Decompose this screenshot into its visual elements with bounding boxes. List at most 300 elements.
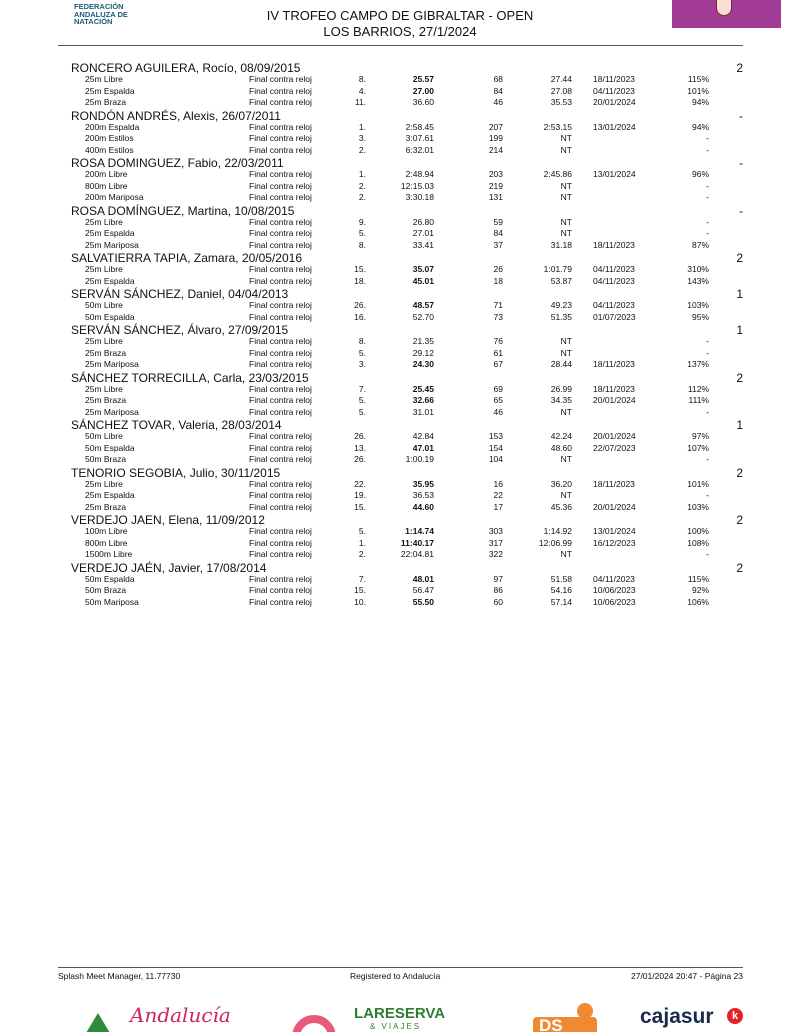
result-points: 17 <box>493 501 503 512</box>
result-place: 1. <box>358 121 366 132</box>
athlete-points: 1 <box>736 418 743 432</box>
result-place: 4. <box>358 85 366 96</box>
result-round: Final contra reloj <box>249 442 312 453</box>
result-round: Final contra reloj <box>249 180 312 191</box>
result-time: 33.41 <box>412 239 434 250</box>
result-entry-time: 51.35 <box>550 311 572 322</box>
result-time: 35.07 <box>412 264 434 274</box>
result-place: 5. <box>358 406 366 417</box>
footer-registered: Registered to Andalucía <box>350 971 441 981</box>
sponsor-lareserva-logo <box>292 1003 446 1032</box>
result-round: Final contra reloj <box>249 347 312 358</box>
result-time: 36.60 <box>412 97 434 107</box>
result-time: 47.01 <box>412 442 434 453</box>
result-row <box>0 490 800 501</box>
athlete-name: SALVATIERRA TAPIA, Zamara, 20/05/2016 <box>71 251 302 265</box>
result-time: 2:48.94 <box>405 169 434 179</box>
result-percentage: 95% <box>691 311 709 322</box>
result-points: 37 <box>493 239 503 250</box>
result-entry-time: 28.44 <box>550 359 572 369</box>
result-row <box>0 276 800 287</box>
result-percentage: 115% <box>687 74 709 84</box>
result-entry-time: NT <box>560 549 572 559</box>
result-percentage: 87% <box>691 239 709 250</box>
result-event: 25m Libre <box>85 74 123 84</box>
result-row <box>0 538 800 549</box>
result-entry-date: 04/11/2023 <box>593 275 635 286</box>
result-time: 2:58.45 <box>405 121 434 132</box>
result-entry-date: 04/11/2023 <box>593 573 635 584</box>
result-entry-date: 20/01/2024 <box>593 431 636 441</box>
result-percentage: 92% <box>691 585 709 595</box>
result-time: 44.60 <box>412 501 434 512</box>
result-time: 45.01 <box>412 275 434 286</box>
result-place: 15. <box>354 264 366 274</box>
result-round: Final contra reloj <box>249 300 312 310</box>
athlete-points: - <box>739 156 743 170</box>
result-time: 56.47 <box>412 585 434 595</box>
result-time: 27.01 <box>412 228 434 238</box>
result-event: 25m Libre <box>85 478 123 489</box>
result-entry-time: NT <box>560 216 572 227</box>
result-time: 32.66 <box>412 395 434 405</box>
result-entry-date: 01/07/2023 <box>593 311 636 322</box>
result-place: 7. <box>358 383 366 394</box>
result-entry-time: NT <box>560 454 572 464</box>
result-percentage: 97% <box>691 431 709 441</box>
result-row <box>0 585 800 596</box>
result-points: 84 <box>493 85 503 96</box>
result-round: Final contra reloj <box>249 454 312 464</box>
crest-shield-icon <box>716 0 732 16</box>
result-points: 322 <box>488 549 503 559</box>
result-event: 25m Libre <box>85 216 123 227</box>
result-percentage: - <box>706 454 709 464</box>
result-time: 3:30.18 <box>405 192 434 202</box>
result-place: 5. <box>358 526 366 536</box>
result-row <box>0 479 800 490</box>
result-points: 97 <box>493 573 503 584</box>
page-title <box>200 8 600 40</box>
result-round: Final contra reloj <box>249 228 312 238</box>
result-entry-date: 18/11/2023 <box>593 478 635 489</box>
sponsor-cajasur-text: cajasur <box>640 1005 714 1028</box>
result-time: 25.57 <box>412 74 434 84</box>
result-entry-time: NT <box>560 144 572 155</box>
result-row <box>0 181 800 192</box>
result-round: Final contra reloj <box>249 490 312 500</box>
result-points: 219 <box>488 180 503 191</box>
result-percentage: - <box>706 144 709 155</box>
result-points: 69 <box>493 383 503 394</box>
municipal-crest <box>672 0 781 28</box>
result-points: 26 <box>493 264 503 274</box>
result-place: 26. <box>354 431 366 441</box>
result-percentage: 103% <box>687 501 709 512</box>
result-time: 22:04.81 <box>400 549 434 559</box>
result-percentage: 100% <box>687 526 709 536</box>
result-entry-time: 48.60 <box>550 442 572 453</box>
result-percentage: - <box>706 228 709 238</box>
result-time: 55.50 <box>412 596 434 607</box>
result-round: Final contra reloj <box>249 144 312 155</box>
result-entry-date: 18/11/2023 <box>593 359 635 369</box>
result-percentage: 106% <box>687 596 709 607</box>
result-round: Final contra reloj <box>249 264 312 274</box>
result-entry-time: NT <box>560 180 572 191</box>
athlete-name: SERVÁN SÁNCHEZ, Álvaro, 27/09/2015 <box>71 323 289 337</box>
result-entry-date: 16/12/2023 <box>593 537 636 548</box>
result-event: 50m Mariposa <box>85 596 139 607</box>
result-entry-date: 10/06/2023 <box>593 585 636 595</box>
result-place: 11. <box>354 97 366 107</box>
result-time: 52.70 <box>412 311 434 322</box>
result-round: Final contra reloj <box>249 526 312 536</box>
result-points: 22 <box>493 490 503 500</box>
result-round: Final contra reloj <box>249 431 312 441</box>
result-entry-time: 42.24 <box>550 431 572 441</box>
result-entry-date: 18/11/2023 <box>593 239 635 250</box>
result-row <box>0 145 800 156</box>
result-time: 35.95 <box>412 478 434 489</box>
result-place: 5. <box>358 347 366 358</box>
result-round: Final contra reloj <box>249 275 312 286</box>
result-entry-time: 49.23 <box>550 300 572 310</box>
athlete-points: 2 <box>736 251 743 265</box>
result-points: 61 <box>493 347 503 358</box>
result-place: 3. <box>358 133 366 143</box>
result-row <box>0 348 800 359</box>
result-place: 26. <box>354 300 366 310</box>
athlete-points: 2 <box>736 465 743 480</box>
result-place: 26. <box>354 454 366 464</box>
result-event: 25m Libre <box>85 264 123 274</box>
result-event: 1500m Libre <box>85 549 133 559</box>
result-points: 46 <box>493 97 503 107</box>
result-row <box>0 169 800 180</box>
result-entry-time: NT <box>560 133 572 143</box>
result-points: 16 <box>493 478 503 489</box>
result-entry-time: 12:06.99 <box>538 537 572 548</box>
result-entry-date: 18/11/2023 <box>593 383 635 394</box>
result-points: 104 <box>488 454 503 464</box>
result-event: 200m Espalda <box>85 121 140 132</box>
result-percentage: 111% <box>688 395 709 405</box>
result-round: Final contra reloj <box>249 549 312 559</box>
result-entry-time: 53.87 <box>550 275 572 286</box>
result-percentage: - <box>706 180 709 191</box>
result-points: 317 <box>488 537 503 548</box>
result-percentage: 310% <box>687 264 709 274</box>
result-place: 8. <box>358 239 366 250</box>
result-round: Final contra reloj <box>249 216 312 227</box>
athlete-points: - <box>739 203 743 218</box>
result-time: 24.30 <box>412 359 434 369</box>
result-place: 1. <box>358 537 366 548</box>
meet-title: IV TROFEO CAMPO DE GIBRALTAR - OPEN <box>266 8 534 23</box>
result-percentage: 108% <box>687 537 709 548</box>
sponsor-cajasur-logo <box>640 1003 750 1032</box>
result-event: 50m Espalda <box>85 442 135 453</box>
result-event: 50m Braza <box>85 454 127 464</box>
result-round: Final contra reloj <box>249 121 312 132</box>
federation-name: FEDERACIÓN ANDALUZA DE NATACIÓN <box>74 2 128 27</box>
result-entry-date: 10/06/2023 <box>593 596 636 607</box>
result-event: 50m Braza <box>85 585 127 595</box>
result-round: Final contra reloj <box>249 192 312 202</box>
result-round: Final contra reloj <box>249 406 312 417</box>
result-round: Final contra reloj <box>249 85 312 96</box>
result-round: Final contra reloj <box>249 239 312 250</box>
result-place: 15. <box>354 501 366 512</box>
result-event: 800m Libre <box>85 180 128 191</box>
result-points: 199 <box>488 133 503 143</box>
cajasur-k-icon: k <box>727 1008 743 1024</box>
athlete-name: ROSA DOMÍNGUEZ, Martina, 10/08/2015 <box>71 203 295 218</box>
result-entry-date: 20/01/2024 <box>593 501 636 512</box>
result-place: 7. <box>358 573 366 584</box>
athlete-name: VERDEJO JAEN, Elena, 11/09/2012 <box>71 513 265 527</box>
result-percentage: 115% <box>687 573 709 584</box>
result-row <box>0 384 800 395</box>
result-points: 153 <box>488 431 503 441</box>
result-percentage: 96% <box>691 169 709 179</box>
result-time: 3:07.61 <box>405 133 434 143</box>
result-place: 1. <box>358 169 366 179</box>
result-entry-date: 13/01/2024 <box>593 121 636 132</box>
result-entry-time: 2:45.86 <box>543 169 572 179</box>
sponsor-lareserva-text: LARESERVA <box>354 1005 446 1022</box>
result-percentage: - <box>706 347 709 358</box>
athlete-name: RONCERO AGUILERA, Rocío, 08/09/2015 <box>71 61 301 75</box>
result-event: 200m Estilos <box>85 133 134 143</box>
athlete-name: TENORIO SEGOBIA, Julio, 30/11/2015 <box>71 465 281 480</box>
result-percentage: 137% <box>687 359 709 369</box>
result-round: Final contra reloj <box>249 537 312 548</box>
result-place: 9. <box>358 216 366 227</box>
result-points: 86 <box>493 585 503 595</box>
result-percentage: 94% <box>691 97 709 107</box>
result-points: 214 <box>488 144 503 155</box>
result-round: Final contra reloj <box>249 359 312 369</box>
result-entry-time: 57.14 <box>550 596 572 607</box>
result-points: 18 <box>493 275 503 286</box>
result-points: 67 <box>493 359 503 369</box>
result-row <box>0 526 800 537</box>
result-row <box>0 359 800 370</box>
result-entry-date: 13/01/2024 <box>593 526 636 536</box>
result-row <box>0 574 800 585</box>
athlete-name: VERDEJO JAÉN, Javier, 17/08/2014 <box>71 560 267 575</box>
result-points: 76 <box>493 336 503 346</box>
result-points: 303 <box>488 526 503 536</box>
result-percentage: - <box>706 216 709 227</box>
result-round: Final contra reloj <box>249 585 312 595</box>
athlete-points: 2 <box>736 61 743 75</box>
result-row <box>0 336 800 347</box>
result-entry-time: 36.20 <box>550 478 572 489</box>
result-place: 2. <box>358 549 366 559</box>
result-time: 36.53 <box>412 490 434 500</box>
header-divider <box>58 45 743 46</box>
result-entry-time: NT <box>560 192 572 202</box>
result-row <box>0 431 800 442</box>
result-round: Final contra reloj <box>249 169 312 179</box>
result-points: 207 <box>488 121 503 132</box>
result-round: Final contra reloj <box>249 74 312 84</box>
result-round: Final contra reloj <box>249 478 312 489</box>
result-place: 13. <box>354 442 366 453</box>
result-points: 203 <box>488 169 503 179</box>
result-time: 21.35 <box>412 336 434 346</box>
result-place: 5. <box>358 395 366 405</box>
result-time: 48.01 <box>412 573 434 584</box>
result-points: 46 <box>493 406 503 417</box>
result-entry-date: 18/11/2023 <box>593 74 635 84</box>
result-round: Final contra reloj <box>249 596 312 607</box>
result-percentage: 143% <box>687 275 709 286</box>
result-place: 18. <box>354 275 366 286</box>
athlete-name: SÁNCHEZ TORRECILLA, Carla, 23/03/2015 <box>71 370 309 385</box>
result-place: 8. <box>358 74 366 84</box>
athlete-points: 2 <box>736 513 743 527</box>
result-time: 27.00 <box>412 85 434 96</box>
result-time: 48.57 <box>412 300 434 310</box>
result-round: Final contra reloj <box>249 383 312 394</box>
result-points: 60 <box>493 596 503 607</box>
result-event: 200m Mariposa <box>85 192 144 202</box>
result-entry-time: NT <box>560 228 572 238</box>
result-row <box>0 240 800 251</box>
sponsor-ds-text: DS <box>539 1016 563 1032</box>
sponsor-ds-logo <box>533 1003 603 1032</box>
footer-software: Splash Meet Manager, 11.77730 <box>58 971 181 981</box>
result-event: 25m Mariposa <box>85 239 139 250</box>
result-time: 1:14.74 <box>405 526 434 536</box>
result-entry-time: 27.08 <box>550 85 572 96</box>
result-row <box>0 312 800 323</box>
result-event: 50m Libre <box>85 300 123 310</box>
result-row <box>0 264 800 275</box>
athlete-name: ROSA DOMINGUEZ, Fabio, 22/03/2011 <box>71 156 284 170</box>
result-row <box>0 443 800 454</box>
result-row <box>0 228 800 239</box>
result-event: 200m Libre <box>85 169 128 179</box>
result-row <box>0 192 800 203</box>
result-time: 31.01 <box>412 406 434 417</box>
result-place: 10. <box>354 596 366 607</box>
result-points: 73 <box>493 311 503 322</box>
result-entry-time: 31.18 <box>550 239 572 250</box>
result-event: 25m Braza <box>85 395 127 405</box>
result-row <box>0 122 800 133</box>
result-entry-date: 20/01/2024 <box>593 395 636 405</box>
result-event: 25m Espalda <box>85 85 135 96</box>
result-entry-time: 27.44 <box>550 74 572 84</box>
result-entry-time: NT <box>560 336 572 346</box>
result-points: 68 <box>493 74 503 84</box>
result-points: 154 <box>488 442 503 453</box>
result-percentage: 103% <box>687 300 709 310</box>
result-time: 6:32.01 <box>405 144 434 155</box>
lareserva-ring-icon <box>292 1015 336 1032</box>
result-percentage: 112% <box>687 383 709 394</box>
result-place: 2. <box>358 180 366 191</box>
result-place: 8. <box>358 336 366 346</box>
result-percentage: - <box>706 192 709 202</box>
result-entry-time: 51.58 <box>550 573 572 584</box>
result-place: 19. <box>354 490 366 500</box>
result-time: 11:40.17 <box>400 537 434 548</box>
result-event: 25m Espalda <box>85 275 135 286</box>
result-points: 65 <box>493 395 503 405</box>
ds-dot-icon <box>577 1003 593 1019</box>
athlete-name: SERVÁN SÁNCHEZ, Daniel, 04/04/2013 <box>71 287 289 301</box>
result-event: 50m Libre <box>85 431 123 441</box>
result-time: 25.45 <box>412 383 434 394</box>
result-percentage: - <box>706 406 709 417</box>
result-row <box>0 597 800 608</box>
result-row <box>0 549 800 560</box>
result-row <box>0 217 800 228</box>
andalucia-a-icon <box>86 1013 110 1032</box>
result-entry-time: 54.16 <box>550 585 572 595</box>
result-row <box>0 97 800 108</box>
result-time: 42.84 <box>412 431 434 441</box>
result-event: 25m Braza <box>85 97 127 107</box>
athlete-points: 1 <box>736 287 743 301</box>
result-percentage: 107% <box>687 442 709 453</box>
result-round: Final contra reloj <box>249 395 312 405</box>
sponsor-lareserva-sub: & VIAJES <box>370 1022 422 1031</box>
result-entry-time: 1:14.92 <box>543 526 572 536</box>
result-entry-time: 34.35 <box>550 395 572 405</box>
result-time: 12:15.03 <box>400 180 434 191</box>
result-time: 26.80 <box>412 216 434 227</box>
result-event: 25m Mariposa <box>85 359 139 369</box>
result-percentage: - <box>706 549 709 559</box>
sponsor-andalucia-logo <box>86 1003 231 1032</box>
result-points: 71 <box>493 300 503 310</box>
result-event: 800m Libre <box>85 537 128 548</box>
footer-divider <box>58 967 743 968</box>
result-event: 25m Espalda <box>85 228 135 238</box>
result-row <box>0 502 800 513</box>
result-place: 22. <box>354 478 366 489</box>
result-time: 29.12 <box>412 347 434 358</box>
result-percentage: - <box>706 336 709 346</box>
result-event: 25m Espalda <box>85 490 135 500</box>
result-entry-date: 13/01/2024 <box>593 169 636 179</box>
result-place: 2. <box>358 192 366 202</box>
result-place: 16. <box>354 311 366 322</box>
result-entry-time: 1:01.79 <box>543 264 572 274</box>
result-event: 25m Mariposa <box>85 406 139 417</box>
result-entry-date: 22/07/2023 <box>593 442 636 453</box>
result-entry-time: 45.36 <box>550 501 572 512</box>
result-entry-time: 26.99 <box>550 383 572 394</box>
result-percentage: 101% <box>687 85 709 96</box>
result-points: 84 <box>493 228 503 238</box>
result-row <box>0 86 800 97</box>
result-points: 59 <box>493 216 503 227</box>
result-round: Final contra reloj <box>249 573 312 584</box>
result-row <box>0 454 800 465</box>
result-event: 25m Braza <box>85 501 127 512</box>
result-entry-time: NT <box>560 406 572 417</box>
result-row <box>0 133 800 144</box>
result-place: 15. <box>354 585 366 595</box>
